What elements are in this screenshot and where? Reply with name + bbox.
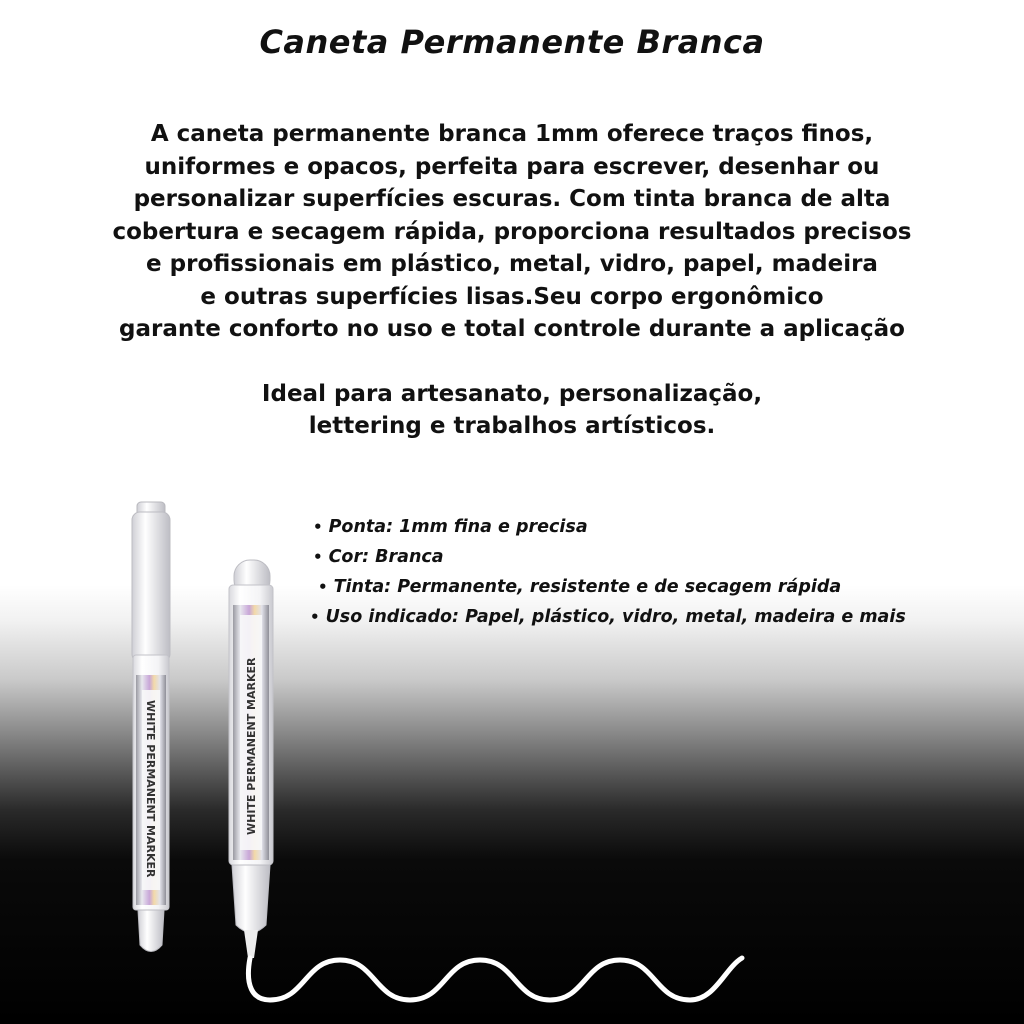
ideal-line: Ideal para artesanato, personalização, (261, 381, 763, 407)
left-marker-cap (132, 512, 170, 662)
bullet-icon: • (318, 578, 328, 596)
bullet-icon: • (310, 608, 320, 626)
right-marker-label-text: WHITE PERMANENT MARKER (245, 657, 258, 835)
right-marker-grip (232, 865, 270, 933)
description-line: e profissionais em plástico, metal, vidro, papel, madeira (146, 251, 878, 277)
left-marker (132, 502, 170, 952)
page-title: Caneta Permanente Branca (259, 23, 765, 61)
description-line: cobertura e secagem rápida, proporciona resultados precisos (112, 218, 912, 245)
spec-text: Cor: Branca (328, 547, 444, 567)
bullet-icon: • (313, 518, 323, 536)
description-line: uniformes e opacos, perfeita para escrever, desenhar ou (144, 153, 880, 180)
spec-text: Uso indicado: Papel, plástico, vidro, metal, madeira e mais (325, 607, 906, 627)
right-marker (229, 560, 273, 958)
description-line: personalizar superfícies escuras. Com tinta branca de alta (133, 186, 891, 212)
description-line: A caneta permanente branca 1mm oferece traços finos, (150, 121, 874, 147)
description-line: garante conforto no uso e total controle durante a aplicação (119, 316, 905, 342)
ideal-line: lettering e trabalhos artísticos. (308, 413, 716, 439)
bullet-icon: • (313, 548, 323, 566)
left-marker-label-text: WHITE PERMANENT MARKER (144, 700, 157, 878)
right-marker-tip (244, 930, 258, 958)
spec-text: Ponta: 1mm fina e precisa (328, 517, 588, 537)
description-line: e outras superfícies lisas.Seu corpo ergonômico (200, 283, 824, 310)
spec-text: Tinta: Permanente, resistente e de secagem rápida (333, 577, 842, 597)
ink-wave-stroke (248, 958, 742, 1000)
left-marker-end (138, 910, 164, 952)
